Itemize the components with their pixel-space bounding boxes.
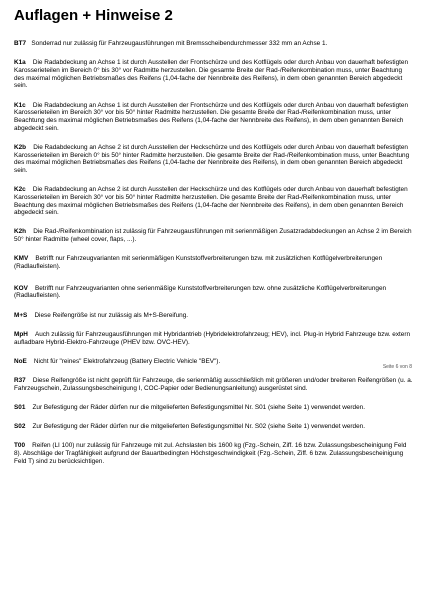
note-text: Die Radabdeckung an Achse 2 ist durch Ausstellen der Heckschürze und des Kotflügels oder durch Anbau von dauerhaft befestigten Karosserieteilen im Bereich 30° vor bis 50° hinter Radmitte herzustellen. Die gesamte Breite der Rad-/Reifenkombination muss, unter Beachtung des maximal möglichen Betriebsmaßes des Reifens (1,04-fache der Nennbreite des Reifens), in dem oben genannten Bereich abgedeckt sein. [14,186,408,217]
note-text: Die Radabdeckung an Achse 1 ist durch Ausstellen der Frontschürze und des Kotflügels oder durch Anbau von dauerhaft befestigten Karosserieteilen im Bereich 30° vor bis 50° hinter Radmitte herzustellen. Die gesamte Breite der Rad-/Reifenkombination muss, unter Beachtung des maximal möglichen Betriebsmaßes des Reifens (1,04-fache der Nennbreite des Reifens), in dem oben genannten Bereich abgedeckt sein. [14,101,409,132]
note-code: K2h [14,228,27,236]
note-entry-r37 [14,377,414,392]
note-entry-bt7 [14,40,414,48]
note-entry-s02 [14,423,414,431]
note-entry-k1c [14,102,414,133]
note-code: K2c [14,186,26,194]
note-code: T00 [14,442,26,450]
note-entry-k2h [14,228,414,243]
note-code: MpH [14,330,28,338]
note-code: K2b [14,143,27,151]
note-text: Die Radabdeckung an Achse 2 ist durch Ausstellen der Heckschürze und des Kotflügels oder durch Anbau von dauerhaft befestigten Karosserieteilen im Bereich 0° bis 50° hinter Radmitte herzustellen. Die gesamte Breite der Rad-/Reifenkombination muss, unter Beachtung des maximal möglichen Betriebsmaßes des Reifens (1,04-fache der Nennbreite des Reifens), in dem oben genannten Bereich abgedeckt sein. [14,143,410,174]
note-entry-kmv [14,255,414,270]
page-number: Seite 6 von 8 [382,364,412,370]
note-text: Nicht für "reines" Elektrofahrzeug (Battery Electric Vehicle "BEV"). [33,357,221,365]
notes-list [14,40,414,477]
note-entry-k2c [14,186,414,217]
note-entry-t00 [14,442,414,465]
note-text: Sonderrad nur zulässig für Fahrzeugausführungen mit Bremsscheibendurchmesser 332 mm an Achse 1. [31,40,328,47]
note-entry-k1a [14,59,414,90]
note-text: Betrifft nur Fahrzeugvarianten ohne serienmäßige Kunststoffverbreiterungen bzw. ohne zusätzliche Kotflügelverbreiterungen (Radlaufleisten). [14,284,387,300]
note-code: K1a [14,59,26,67]
note-text: Auch zulässig für Fahrzeugausführungen mit Hybridantrieb (Hybridelektrofahrzeug; HEV), incl. Plug-in Hybrid Fahrzeuge bzw. extern aufladbare Hybrid-Elektro-Fahrzeuge (PHEV bzw. OVC-HEV). [14,330,411,346]
note-text: Reifen (LI 100) nur zulässig für Fahrzeuge mit zul. Achslasten bis 1600 kg (Fzg.-Schein, Ziff. 16 bzw. Zulassungsbescheinigung Feld 8). Abschläge der Tragfähigkeit aufgrund der Bauartbedingten Höchstgeschwindigkeit (Fzg.-Schein, Ziff. 6 bzw. Zulassungsbescheinigung Feld T) sind zu berücksichtigen. [14,442,407,465]
note-entry-kov [14,285,414,300]
page-title: Auflagen + Hinweise 2 [14,7,173,24]
note-code: BT7 [14,40,27,47]
note-entry-s01 [14,404,414,412]
note-entry-ms [14,312,414,320]
note-entry-mph [14,331,414,346]
note-code: M+S [14,311,28,319]
note-code: S02 [14,423,26,431]
note-text: Betrifft nur Fahrzeugvarianten mit serienmäßigen Kunststoffverbreiterungen bzw. mit zusätzlichen Kotflügelverbreiterungen (Radlaufleisten). [14,255,383,271]
note-text: Zur Befestigung der Räder dürfen nur die mitgelieferten Befestigungsmittel Nr. S01 (siehe Seite 1) verwendet werden. [32,403,365,411]
page-break [14,364,414,374]
note-entry-k2b [14,144,414,175]
note-text: Diese Reifengröße ist nicht geprüft für Fahrzeuge, die serienmäßig ausschließlich mit größeren und/oder breiteren Reifengrößen (u. a. Fahrzeugschein, Zulassungsbescheinigung I, COC-Papier oder Bedienungsanleitung) ausgerüstet sind. [14,376,413,392]
note-code: KMV [14,255,29,263]
note-text: Zur Befestigung der Räder dürfen nur die mitgelieferten Befestigungsmittel Nr. S02 (siehe Seite 1) verwendet werden. [32,423,365,431]
note-text: Diese Reifengröße ist nur zulässig als M+S-Bereifung. [34,311,189,319]
note-text: Die Rad-/Reifenkombination ist zulässig für Fahrzeugausführungen mit serienmäßigen Zusatzradabdeckungen an Achse 2 im Bereich 50° hinter Radmitte (wheel cover, flaps, ...). [14,228,412,244]
note-text: Die Radabdeckung an Achse 1 ist durch Ausstellen der Frontschürze und des Kotflügels oder durch Anbau von dauerhaft befestigten Karosserieteilen im Bereich 0° bis 30° vor Radmitte herzustellen. Die gesamte Breite der Rad-/Reifenkombination muss, unter Beachtung des maximal möglichen Betriebsmaßes des Reifens (1,04-fache der Nennbreite des Reifens), in dem oben genannten Bereich abgedeckt sein. [14,59,409,90]
note-code: KOV [14,284,28,292]
note-code: R37 [14,376,26,384]
note-code: NoE [14,357,27,365]
note-code: S01 [14,403,26,411]
note-code: K1c [14,101,26,109]
